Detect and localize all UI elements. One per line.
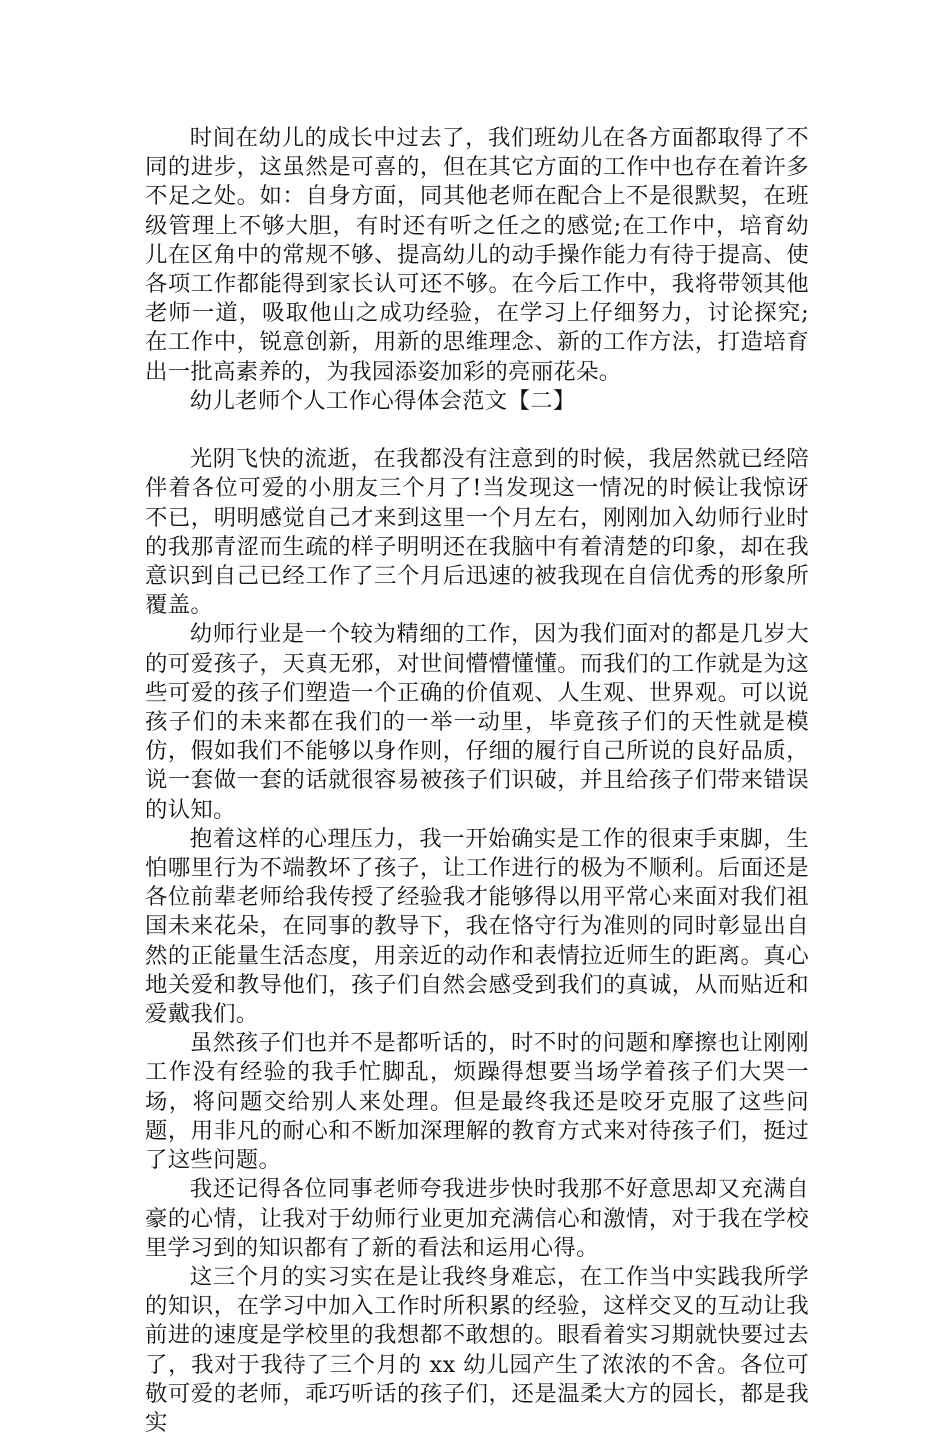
document-page <box>145 124 809 1438</box>
body-paragraph-6: 这三个月的实习实在是让我终身难忘，在工作当中实践我所学的知识，在学习中加入工作时所积累的经验，这样交叉的互动让我前进的速度是学校里的我想都不敢想的。眼看着实习期就快要过去了，我对于我待了三个月的 xx 幼儿园产生了浓浓的不舍。各位可敬可爱的老师，乖巧听话的孩子们，还是温柔大方的园长，都是我实 <box>145 1263 809 1436</box>
body-paragraph-5: 我还记得各位同事老师夸我进步快时我那不好意思却又充满自豪的心情，让我对于幼师行业更加充满信心和激情，对于我在学校里学习到的知识都有了新的看法和运用心得。 <box>145 1176 809 1261</box>
body-paragraph-4: 虽然孩子们也并不是都听话的，时不时的问题和摩擦也让刚刚工作没有经验的我手忙脚乱，烦躁得想要当场学着孩子们大哭一场，将问题交给别人来处理。但是最终我还是咬牙克服了这些问题，用非凡的耐心和不断加深理解的教育方式来对待孩子们，挺过了这些问题。 <box>145 1030 809 1174</box>
body-paragraph-2: 幼师行业是一个较为精细的工作，因为我们面对的都是几岁大的可爱孩子，天真无邪，对世间懵懵懂懂。而我们的工作就是为这些可爱的孩子们塑造一个正确的价值观、人生观、世界观。可以说孩子们的未来都在我们的一举一动里，毕竟孩子们的天性就是模仿，假如我们不能够以身作则，仔细的履行自己所说的良好品质，说一套做一套的话就很容易被孩子们识破，并且给孩子们带来错误的认知。 <box>145 621 809 823</box>
body-paragraph-3: 抱着这样的心理压力，我一开始确实是工作的很束手束脚，生怕哪里行为不端教坏了孩子，让工作进行的极为不顺利。后面还是各位前辈老师给我传授了经验我才能够得以用平常心来面对我们祖国未来花朵，在同事的教导下，我在恪守行为准则的同时彰显出自然的正能量生活态度，用亲近的动作和表情拉近师生的距离。真心地关爱和教导他们，孩子们自然会感受到我们的真诚，从而贴近和爱戴我们。 <box>145 825 809 1028</box>
intro-paragraph: 时间在幼儿的成长中过去了，我们班幼儿在各方面都取得了不同的进步，这虽然是可喜的，但在其它方面的工作中也存在着许多不足之处。如：自身方面，同其他老师在配合上不是很默契，在班级管理上不够大胆，有时还有听之任之的感觉;在工作中，培育幼儿在区角中的常规不够、提高幼儿的动手操作能力有待于提高、使各项工作都能得到家长认可还不够。在今后工作中，我将带领其他老师一道，吸取他山之成功经验，在学习上仔细努力，讨论探究;在工作中，锐意创新，用新的思维理念、新的工作方法，打造培育出一批高素养的，为我园添姿加彩的亮丽花朵。 <box>145 125 809 385</box>
section-heading: 幼儿老师个人工作心得体会范文【二】 <box>189 387 576 414</box>
blank-line <box>145 416 809 445</box>
body-paragraph-1: 光阴飞快的流逝，在我都没有注意到的时候，我居然就已经陪伴着各位可爱的小朋友三个月了!当发现这一情况的时候让我惊讶不已，明明感觉自己才来到这里一个月左右，刚刚加入幼师行业时的我那青涩而生疏的样子明明还在我脑中有着清楚的印象，却在我意识到自己已经工作了三个月后迅速的被我现在自信优秀的形象所覆盖。 <box>145 446 809 619</box>
